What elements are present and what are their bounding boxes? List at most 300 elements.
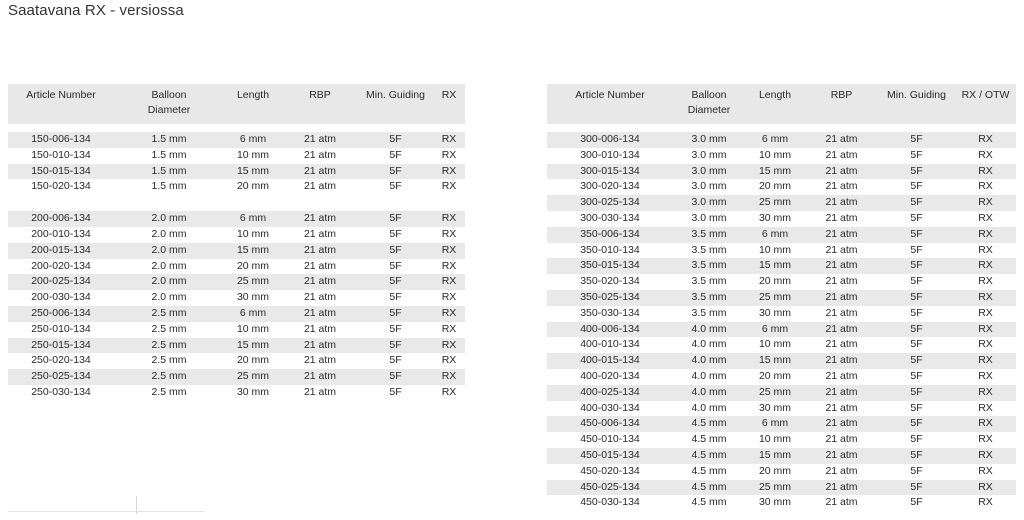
cell-length: 6 mm (745, 322, 805, 338)
table-row (547, 385, 1016, 401)
cell-article-number: 400-020-134 (580, 369, 640, 382)
cell-rx-type: RX (978, 401, 993, 414)
cell-rx-type: RX (978, 338, 993, 351)
cell-balloon-diameter: 3.5 mm (691, 275, 727, 288)
cell-min-guiding: 5F (358, 369, 433, 385)
table-row (547, 306, 1016, 322)
cell-balloon-diameter: 4.5 mm (691, 433, 727, 446)
cell-min-guiding: 5F (910, 243, 923, 256)
cell-min-guiding: 5F (878, 258, 955, 274)
header-length: Length (224, 84, 282, 124)
cell-article-number: 450-030-134 (580, 496, 640, 509)
cell-min-guiding: 5F (910, 338, 923, 351)
cell-min-guiding: 5F (389, 227, 402, 240)
cell-min-guiding: 5F (389, 148, 402, 161)
left-table-header (8, 84, 465, 124)
table-row (8, 274, 465, 290)
table-row (547, 258, 1016, 274)
cell-min-guiding: 5F (878, 164, 955, 180)
cell-article-number: 200-020-134 (31, 259, 91, 272)
cell-balloon-diameter: 3.0 mm (691, 148, 727, 161)
table-row (8, 132, 465, 148)
cell-rbp: 21 atm (825, 275, 858, 288)
cell-balloon-diameter: 2.5 mm (114, 306, 224, 322)
cell-length: 20 mm (236, 180, 270, 193)
cell-min-guiding: 5F (910, 369, 923, 382)
cell-balloon-diameter: 4.0 mm (691, 401, 727, 414)
table-row (8, 369, 465, 385)
cell-article-number: 150-010-134 (31, 148, 91, 161)
cell-rbp: 21 atm (303, 322, 337, 335)
cell-article-number: 450-025-134 (547, 480, 673, 496)
cell-rbp: 21 atm (805, 227, 878, 243)
table-row (547, 353, 1016, 369)
cell-min-guiding: 5F (358, 274, 433, 290)
cell-article-number: 450-006-134 (547, 416, 673, 432)
cell-min-guiding: 5F (358, 164, 433, 180)
cell-balloon-diameter: 2.0 mm (151, 227, 187, 240)
table-row (547, 148, 1016, 164)
table-row (547, 243, 1016, 259)
cell-length: 20 mm (236, 354, 270, 367)
cell-article-number: 400-015-134 (547, 353, 673, 369)
cell-article-number: 400-010-134 (580, 338, 640, 351)
cell-article-number: 150-020-134 (31, 180, 91, 193)
table-row (8, 211, 465, 227)
table-row (547, 290, 1016, 306)
header-rx-type: RX (433, 84, 465, 124)
cell-min-guiding: 5F (358, 132, 433, 148)
cell-rx-type: RX (433, 164, 465, 180)
cell-rx-type: RX (441, 322, 457, 335)
cell-rx-type: RX (978, 243, 993, 256)
table-row (547, 401, 1016, 417)
cell-rbp: 21 atm (303, 227, 337, 240)
right-table-body (547, 124, 1016, 511)
cell-article-number: 200-030-134 (31, 291, 91, 304)
cell-length: 10 mm (758, 433, 792, 446)
cell-length: 15 mm (745, 258, 805, 274)
cell-min-guiding: 5F (878, 132, 955, 148)
cell-article-number: 250-010-134 (31, 322, 91, 335)
cell-rx-type: RX (955, 322, 1016, 338)
cell-length: 20 mm (758, 180, 792, 193)
cell-min-guiding: 5F (389, 291, 402, 304)
cell-length: 6 mm (224, 132, 282, 148)
cell-balloon-diameter: 3.5 mm (673, 227, 745, 243)
cell-rx-type: RX (433, 132, 465, 148)
header-length: Length (745, 84, 805, 124)
cell-length: 10 mm (236, 148, 270, 161)
cell-balloon-diameter: 3.0 mm (691, 211, 727, 224)
cell-length: 10 mm (758, 338, 792, 351)
cell-length: 30 mm (758, 306, 792, 319)
cell-min-guiding: 5F (389, 385, 402, 398)
cell-rx-type: RX (978, 496, 993, 509)
table-row (547, 211, 1016, 227)
table-row (547, 432, 1016, 448)
cell-length: 15 mm (224, 243, 282, 259)
cell-rx-type: RX (955, 258, 1016, 274)
cell-rx-type: RX (433, 243, 465, 259)
cell-rbp: 21 atm (825, 211, 858, 224)
cell-rbp: 21 atm (303, 291, 337, 304)
cell-length: 15 mm (224, 164, 282, 180)
cell-min-guiding: 5F (910, 148, 923, 161)
cell-rbp: 21 atm (805, 353, 878, 369)
cell-min-guiding: 5F (878, 353, 955, 369)
cell-article-number: 150-015-134 (8, 164, 114, 180)
cell-balloon-diameter: 3.0 mm (673, 132, 745, 148)
cell-rx-type: RX (433, 274, 465, 290)
cell-rbp: 21 atm (282, 164, 358, 180)
cell-balloon-diameter: 2.0 mm (114, 243, 224, 259)
table-row (547, 179, 1016, 195)
cell-rbp: 21 atm (825, 306, 858, 319)
header-rbp: RBP (282, 84, 358, 124)
cell-article-number: 300-030-134 (580, 211, 640, 224)
right-table-header (547, 84, 1016, 124)
cell-rx-type: RX (955, 480, 1016, 496)
cell-balloon-diameter: 4.5 mm (673, 448, 745, 464)
table-row (8, 179, 465, 195)
cell-length: 15 mm (745, 164, 805, 180)
table-row (547, 416, 1016, 432)
cell-article-number: 300-025-134 (547, 195, 673, 211)
table-row (8, 322, 465, 338)
table-row (8, 259, 465, 275)
cell-length: 20 mm (758, 464, 792, 477)
table-row (8, 164, 465, 180)
table-row (8, 353, 465, 369)
cell-length: 10 mm (758, 148, 792, 161)
cell-rbp: 21 atm (282, 369, 358, 385)
cell-rbp: 21 atm (303, 259, 337, 272)
table-row (547, 480, 1016, 496)
cell-rbp: 21 atm (805, 258, 878, 274)
cell-rx-type: RX (978, 180, 993, 193)
cell-rbp: 21 atm (825, 180, 858, 193)
cell-rbp: 21 atm (825, 464, 858, 477)
cell-balloon-diameter: 3.0 mm (691, 180, 727, 193)
cell-min-guiding: 5F (878, 290, 955, 306)
cell-min-guiding: 5F (878, 416, 955, 432)
table-row (8, 243, 465, 259)
right-product-table (547, 84, 1016, 511)
cell-balloon-diameter: 4.0 mm (673, 385, 745, 401)
cell-rbp: 21 atm (825, 433, 858, 446)
cell-rx-type: RX (978, 211, 993, 224)
cell-min-guiding: 5F (358, 243, 433, 259)
cell-article-number: 400-006-134 (547, 322, 673, 338)
cell-balloon-diameter: 3.5 mm (673, 258, 745, 274)
header-min-guiding: Min. Guiding (878, 84, 955, 124)
cell-rx-type: RX (978, 464, 993, 477)
cell-balloon-diameter: 3.5 mm (691, 306, 727, 319)
cell-balloon-diameter: 2.5 mm (151, 385, 187, 398)
table-row (547, 164, 1016, 180)
cell-min-guiding: 5F (910, 306, 923, 319)
table-row (547, 464, 1016, 480)
cell-min-guiding: 5F (910, 496, 923, 509)
cell-article-number: 350-010-134 (580, 243, 640, 256)
cell-rbp: 21 atm (805, 416, 878, 432)
cell-min-guiding: 5F (358, 306, 433, 322)
cell-rbp: 21 atm (805, 480, 878, 496)
cell-balloon-diameter: 4.5 mm (691, 496, 727, 509)
cell-rx-type: RX (955, 290, 1016, 306)
cell-length: 6 mm (224, 211, 282, 227)
cell-article-number: 450-020-134 (580, 464, 640, 477)
cell-min-guiding: 5F (389, 354, 402, 367)
cell-length: 30 mm (236, 291, 270, 304)
cell-article-number: 450-010-134 (580, 433, 640, 446)
cell-rx-type: RX (433, 306, 465, 322)
cell-rx-type: RX (441, 259, 457, 272)
cell-rbp: 21 atm (282, 211, 358, 227)
cell-article-number: 150-006-134 (8, 132, 114, 148)
cell-length: 10 mm (236, 227, 270, 240)
cell-article-number: 250-020-134 (31, 354, 91, 367)
cell-balloon-diameter: 2.0 mm (114, 211, 224, 227)
cell-rbp: 21 atm (825, 369, 858, 382)
cell-length: 20 mm (758, 369, 792, 382)
cell-balloon-diameter: 2.5 mm (114, 369, 224, 385)
cell-rbp: 21 atm (282, 243, 358, 259)
page-title: Saatavana RX - versiossa (8, 2, 184, 19)
cell-length: 25 mm (224, 369, 282, 385)
cell-min-guiding: 5F (878, 195, 955, 211)
cell-rx-type: RX (955, 164, 1016, 180)
cell-min-guiding: 5F (910, 211, 923, 224)
cell-balloon-diameter: 1.5 mm (151, 180, 187, 193)
header-spacer (547, 124, 1016, 132)
cell-rx-type: RX (433, 211, 465, 227)
cell-balloon-diameter: 2.0 mm (151, 291, 187, 304)
cell-rx-type: RX (441, 354, 457, 367)
cell-length: 10 mm (758, 243, 792, 256)
cell-article-number: 250-030-134 (31, 385, 91, 398)
cell-rx-type: RX (955, 448, 1016, 464)
cell-article-number: 300-006-134 (547, 132, 673, 148)
left-table-body (8, 124, 465, 401)
left-product-table (8, 84, 465, 401)
cell-rbp: 21 atm (805, 290, 878, 306)
cell-length: 6 mm (745, 416, 805, 432)
cell-balloon-diameter: 4.0 mm (691, 369, 727, 382)
cell-length: 30 mm (758, 211, 792, 224)
group-spacer (8, 195, 465, 211)
cell-balloon-diameter: 1.5 mm (114, 132, 224, 148)
cell-rbp: 21 atm (825, 243, 858, 256)
cell-rbp: 21 atm (282, 274, 358, 290)
table-row (547, 322, 1016, 338)
table-row (547, 195, 1016, 211)
cell-balloon-diameter: 2.0 mm (114, 274, 224, 290)
table-row (547, 227, 1016, 243)
cell-rbp: 21 atm (805, 385, 878, 401)
header-min-guiding: Min. Guiding (358, 84, 433, 124)
cell-article-number: 250-006-134 (8, 306, 114, 322)
cell-rbp: 21 atm (825, 496, 858, 509)
cell-min-guiding: 5F (910, 401, 923, 414)
cell-balloon-diameter: 2.5 mm (151, 354, 187, 367)
cell-balloon-diameter: 2.5 mm (114, 338, 224, 354)
cell-balloon-diameter: 4.0 mm (673, 322, 745, 338)
cell-rx-type: RX (955, 227, 1016, 243)
cell-min-guiding: 5F (878, 448, 955, 464)
cell-rbp: 21 atm (805, 195, 878, 211)
table-row (8, 385, 465, 401)
cell-balloon-diameter: 1.5 mm (151, 148, 187, 161)
cell-balloon-diameter: 2.5 mm (151, 322, 187, 335)
cell-article-number: 400-025-134 (547, 385, 673, 401)
cell-rx-type: RX (955, 385, 1016, 401)
cell-min-guiding: 5F (389, 322, 402, 335)
cell-balloon-diameter: 4.5 mm (673, 480, 745, 496)
table-row (8, 290, 465, 306)
cell-min-guiding: 5F (389, 259, 402, 272)
cell-rx-type: RX (978, 306, 993, 319)
cell-balloon-diameter: 4.0 mm (691, 338, 727, 351)
table-row (547, 495, 1016, 511)
cell-balloon-diameter: 3.0 mm (673, 195, 745, 211)
cell-length: 6 mm (745, 227, 805, 243)
cell-rbp: 21 atm (303, 385, 337, 398)
cell-article-number: 200-010-134 (31, 227, 91, 240)
table-row (547, 369, 1016, 385)
cell-length: 15 mm (745, 448, 805, 464)
cell-rbp: 21 atm (825, 148, 858, 161)
cell-rx-type: RX (978, 433, 993, 446)
cell-min-guiding: 5F (910, 180, 923, 193)
cell-rx-type: RX (441, 291, 457, 304)
cell-min-guiding: 5F (878, 385, 955, 401)
cell-length: 25 mm (224, 274, 282, 290)
cell-rx-type: RX (441, 385, 457, 398)
cell-balloon-diameter: 4.0 mm (673, 353, 745, 369)
cell-rx-type: RX (433, 338, 465, 354)
table-row (8, 338, 465, 354)
cell-balloon-diameter: 1.5 mm (114, 164, 224, 180)
table-row (547, 274, 1016, 290)
cell-article-number: 350-015-134 (547, 258, 673, 274)
cell-balloon-diameter: 3.0 mm (673, 164, 745, 180)
cell-rx-type: RX (978, 148, 993, 161)
cell-rbp: 21 atm (805, 132, 878, 148)
cell-rx-type: RX (441, 180, 457, 193)
header-rbp: RBP (805, 84, 878, 124)
cell-length: 25 mm (745, 480, 805, 496)
cell-min-guiding: 5F (878, 227, 955, 243)
cell-rx-type: RX (978, 275, 993, 288)
cell-length: 15 mm (745, 353, 805, 369)
cell-balloon-diameter: 4.5 mm (673, 416, 745, 432)
cell-rbp: 21 atm (805, 448, 878, 464)
header-balloon-diameter: Balloon Diameter (114, 84, 224, 124)
cell-rx-type: RX (955, 353, 1016, 369)
divider-line-horizontal (8, 511, 204, 512)
cell-balloon-diameter: 3.5 mm (673, 290, 745, 306)
cell-balloon-diameter: 3.5 mm (691, 243, 727, 256)
cell-min-guiding: 5F (910, 464, 923, 477)
cell-min-guiding: 5F (878, 322, 955, 338)
cell-article-number: 200-025-134 (8, 274, 114, 290)
cell-length: 25 mm (745, 385, 805, 401)
cell-min-guiding: 5F (358, 338, 433, 354)
cell-rbp: 21 atm (805, 164, 878, 180)
cell-rx-type: RX (955, 195, 1016, 211)
cell-rbp: 21 atm (282, 338, 358, 354)
cell-length: 6 mm (745, 132, 805, 148)
cell-article-number: 350-020-134 (580, 275, 640, 288)
cell-rx-type: RX (441, 148, 457, 161)
cell-article-number: 300-010-134 (580, 148, 640, 161)
cell-article-number: 400-030-134 (580, 401, 640, 414)
cell-article-number: 350-006-134 (547, 227, 673, 243)
cell-rbp: 21 atm (805, 322, 878, 338)
cell-rx-type: RX (955, 132, 1016, 148)
cell-article-number: 250-025-134 (8, 369, 114, 385)
table-row (547, 132, 1016, 148)
cell-rx-type: RX (433, 369, 465, 385)
table-row (8, 148, 465, 164)
cell-length: 30 mm (758, 401, 792, 414)
cell-length: 30 mm (236, 385, 270, 398)
cell-length: 20 mm (236, 259, 270, 272)
cell-rx-type: RX (955, 416, 1016, 432)
cell-min-guiding: 5F (910, 275, 923, 288)
cell-rx-type: RX (441, 227, 457, 240)
cell-length: 6 mm (224, 306, 282, 322)
cell-rbp: 21 atm (282, 132, 358, 148)
cell-article-number: 200-006-134 (8, 211, 114, 227)
cell-rbp: 21 atm (303, 180, 337, 193)
cell-rbp: 21 atm (282, 306, 358, 322)
header-spacer (8, 124, 465, 132)
cell-length: 30 mm (758, 496, 792, 509)
cell-min-guiding: 5F (358, 211, 433, 227)
cell-article-number: 450-015-134 (547, 448, 673, 464)
cell-article-number: 250-015-134 (8, 338, 114, 354)
cell-article-number: 200-015-134 (8, 243, 114, 259)
cell-rbp: 21 atm (825, 401, 858, 414)
cell-length: 25 mm (745, 290, 805, 306)
cell-rx-type: RX (978, 369, 993, 382)
cell-length: 20 mm (758, 275, 792, 288)
cell-rbp: 21 atm (303, 148, 337, 161)
cell-length: 25 mm (745, 195, 805, 211)
header-balloon-diameter: Balloon Diameter (673, 84, 745, 124)
table-row (547, 337, 1016, 353)
cell-article-number: 300-015-134 (547, 164, 673, 180)
header-article-number: Article Number (8, 84, 114, 124)
cell-min-guiding: 5F (389, 180, 402, 193)
cell-article-number: 350-030-134 (580, 306, 640, 319)
table-row (8, 227, 465, 243)
header-article-number: Article Number (547, 84, 673, 124)
cell-balloon-diameter: 2.0 mm (151, 259, 187, 272)
header-rx-type: RX / OTW (955, 84, 1016, 124)
cell-rbp: 21 atm (303, 354, 337, 367)
cell-length: 15 mm (224, 338, 282, 354)
cell-min-guiding: 5F (878, 480, 955, 496)
table-row (8, 306, 465, 322)
cell-rbp: 21 atm (825, 338, 858, 351)
cell-length: 10 mm (236, 322, 270, 335)
cell-min-guiding: 5F (910, 433, 923, 446)
table-row (547, 448, 1016, 464)
